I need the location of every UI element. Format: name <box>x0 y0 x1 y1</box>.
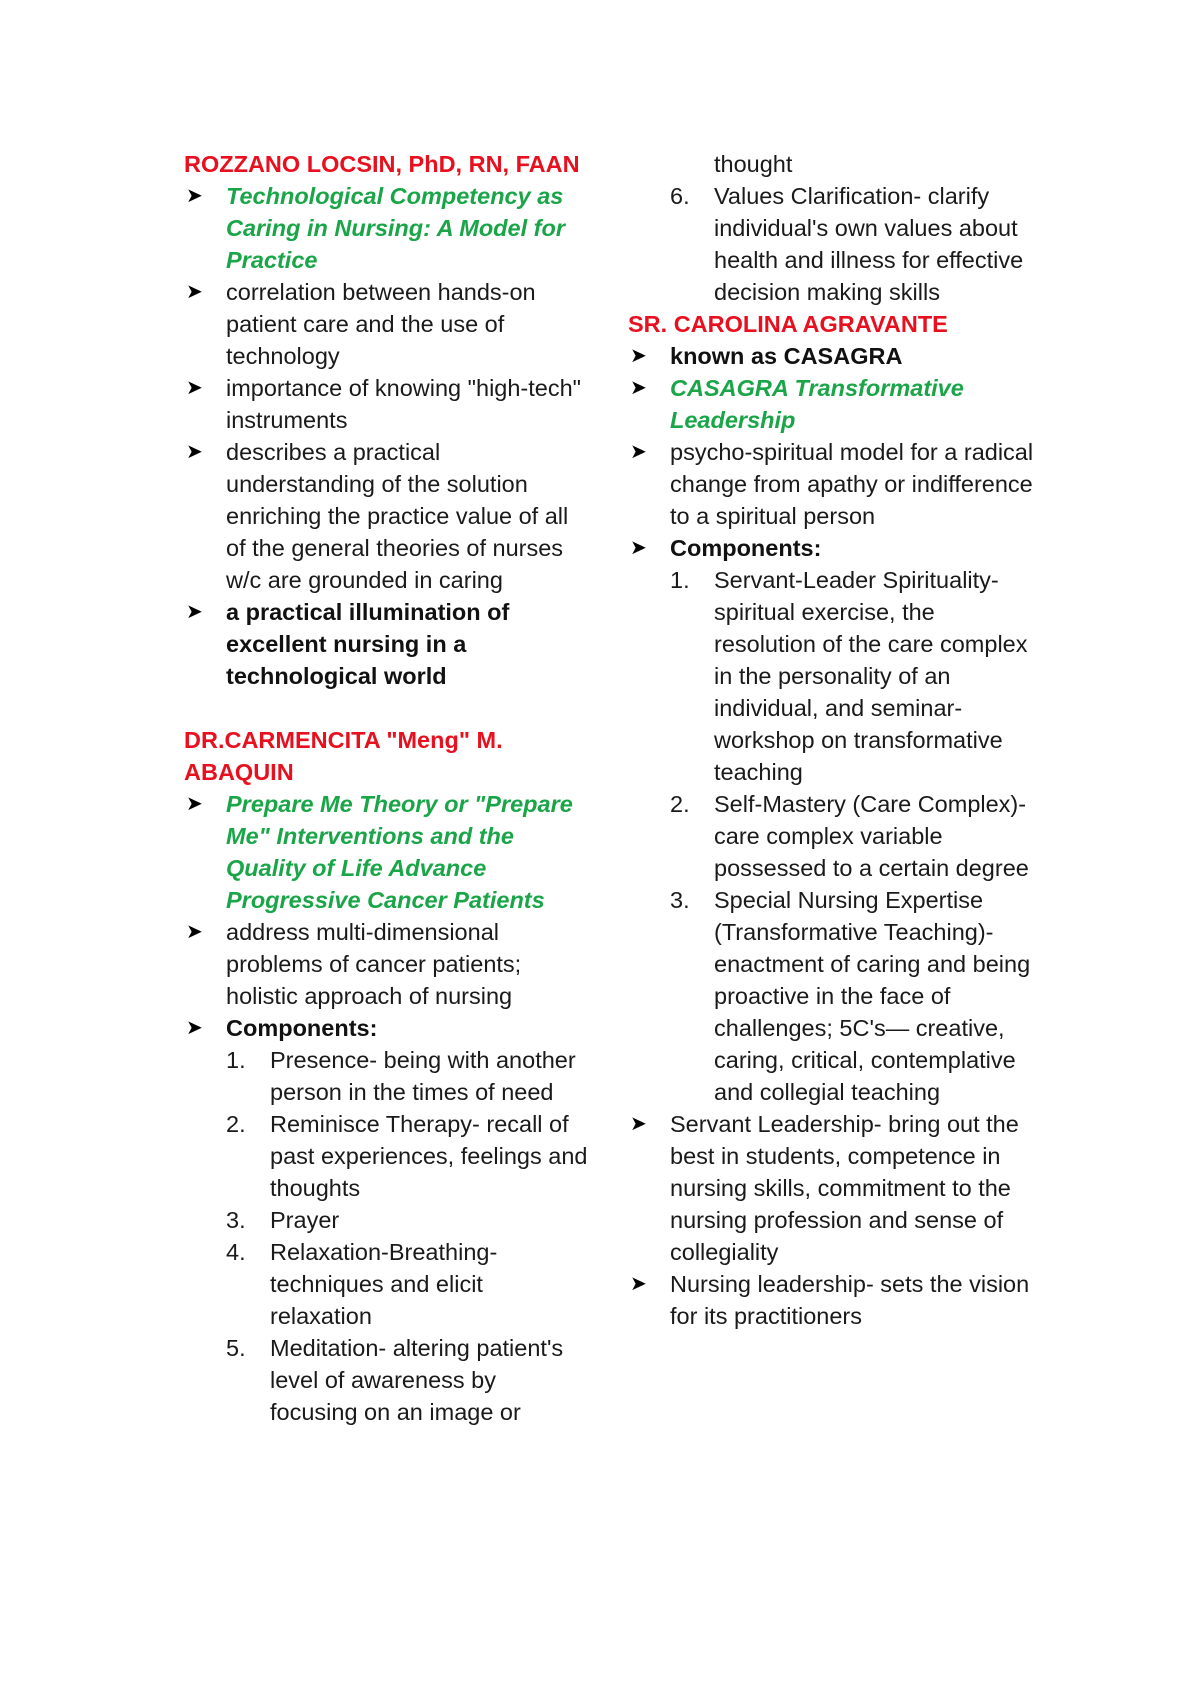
chevron-bullet-icon: ➤ <box>186 377 203 399</box>
list-item <box>184 436 590 596</box>
item-text: Meditation- altering patient's level of awareness by focusing on an image or <box>270 1335 564 1425</box>
chevron-bullet-icon: ➤ <box>186 793 203 815</box>
item-text: Special Nursing Expertise (Transformative Teaching)- enactment of caring and being proactive in the face of challenges; 5C's— creative, caring, critical, contemplative and collegial teaching <box>714 887 1031 1105</box>
locsin-point: correlation between hands-on patient care and the use of technology <box>226 279 536 369</box>
item-text: Self-Mastery (Care Complex)- care complex variable possessed to a certain degree <box>714 791 1029 881</box>
chevron-bullet-icon: ➤ <box>630 345 647 367</box>
item-text: Values Clarification- clarify individual's own values about health and illness for effective decision making skills <box>714 183 1024 305</box>
agravante-point: Servant Leadership- bring out the best in students, competence in nursing skills, commitment to the nursing profession and sense of collegiality <box>670 1111 1019 1265</box>
locsin-theory-title: Technological Competency as Caring in Nursing: A Model for Practice <box>226 183 565 273</box>
numbered-item <box>226 1332 590 1428</box>
item-number: 2. <box>670 791 690 817</box>
agravante-point: psycho-spiritual model for a radical change from apathy or indifference to a spiritual person <box>670 439 1034 529</box>
item-number: 4. <box>226 1239 246 1265</box>
numbered-item <box>670 884 1038 1108</box>
numbered-item <box>226 1044 590 1108</box>
continued-components-list <box>628 180 1038 308</box>
list-item <box>184 916 590 1012</box>
chevron-bullet-icon: ➤ <box>630 537 647 559</box>
chevron-bullet-icon: ➤ <box>186 601 203 623</box>
locsin-heading: ROZZANO LOCSIN, PhD, RN, FAAN <box>184 151 580 177</box>
numbered-item <box>226 1108 590 1204</box>
agravante-theory-title: CASAGRA Transformative Leadership <box>670 375 964 433</box>
locsin-point: describes a practical understanding of the solution enriching the practice value of all of the general theories of nurses w/c are grounded in caring <box>226 439 569 593</box>
list-item <box>184 180 590 276</box>
list-item <box>628 372 1038 436</box>
chevron-bullet-icon: ➤ <box>186 921 203 943</box>
numbered-item <box>226 1236 590 1332</box>
locsin-list <box>184 180 590 692</box>
list-item <box>184 788 590 916</box>
chevron-bullet-icon: ➤ <box>186 185 203 207</box>
list-item <box>628 340 1038 372</box>
chevron-bullet-icon: ➤ <box>630 1273 647 1295</box>
item-text: Reminisce Therapy- recall of past experiences, feelings and thoughts <box>270 1111 588 1201</box>
list-item <box>628 532 1038 1108</box>
item-number: 1. <box>226 1047 246 1073</box>
agravante-known-as: known as CASAGRA <box>670 343 903 369</box>
numbered-item <box>670 788 1038 884</box>
item-number: 6. <box>670 183 690 209</box>
list-item <box>184 372 590 436</box>
abaquin-components-list <box>226 1044 590 1428</box>
item-number: 3. <box>670 887 690 913</box>
agravante-components-label: Components: <box>670 535 822 561</box>
item-text: Presence- being with another person in the times of need <box>270 1047 576 1105</box>
chevron-bullet-icon: ➤ <box>186 281 203 303</box>
chevron-bullet-icon: ➤ <box>630 1113 647 1135</box>
item-text: Relaxation-Breathing- techniques and elicit relaxation <box>270 1239 498 1329</box>
chevron-bullet-icon: ➤ <box>630 377 647 399</box>
chevron-bullet-icon: ➤ <box>630 441 647 463</box>
item-text: Servant-Leader Spirituality- spiritual exercise, the resolution of the care complex in the personality of an individual, and seminar-workshop on transformative teaching <box>714 567 1028 785</box>
abaquin-list <box>184 788 590 1428</box>
chevron-bullet-icon: ➤ <box>186 1017 203 1039</box>
locsin-point: importance of knowing "high-tech" instruments <box>226 375 582 433</box>
numbered-item <box>670 564 1038 788</box>
item-number: 1. <box>670 567 690 593</box>
right-column <box>628 148 1038 1332</box>
section-spacer <box>184 692 590 724</box>
agravante-heading: SR. CAROLINA AGRAVANTE <box>628 311 948 337</box>
agravante-point: Nursing leadership- sets the vision for its practitioners <box>670 1271 1030 1329</box>
list-item <box>628 1268 1038 1332</box>
chevron-bullet-icon: ➤ <box>186 441 203 463</box>
left-column <box>184 148 590 1428</box>
item-text: Prayer <box>270 1207 340 1233</box>
locsin-bold-point: a practical illumination of excellent nursing in a technological world <box>226 599 510 689</box>
item-number: 2. <box>226 1111 246 1137</box>
agravante-components-list <box>670 564 1038 1108</box>
abaquin-components-label: Components: <box>226 1015 378 1041</box>
abaquin-heading: DR.CARMENCITA "Meng" M. ABAQUIN <box>184 727 503 785</box>
list-item <box>628 1108 1038 1268</box>
list-item <box>184 276 590 372</box>
abaquin-point: address multi-dimensional problems of cancer patients; holistic approach of nursing <box>226 919 522 1009</box>
list-item <box>628 436 1038 532</box>
item-number: 3. <box>226 1207 246 1233</box>
agravante-list <box>628 340 1038 1332</box>
abaquin-theory-title: Prepare Me Theory or "Prepare Me" Interventions and the Quality of Life Advance Progressive Cancer Patients <box>226 791 573 913</box>
numbered-item <box>226 1204 590 1236</box>
continued-text: thought <box>714 151 793 177</box>
item-number: 5. <box>226 1335 246 1361</box>
list-item <box>184 596 590 692</box>
numbered-item <box>670 180 1038 308</box>
list-item <box>184 1012 590 1428</box>
